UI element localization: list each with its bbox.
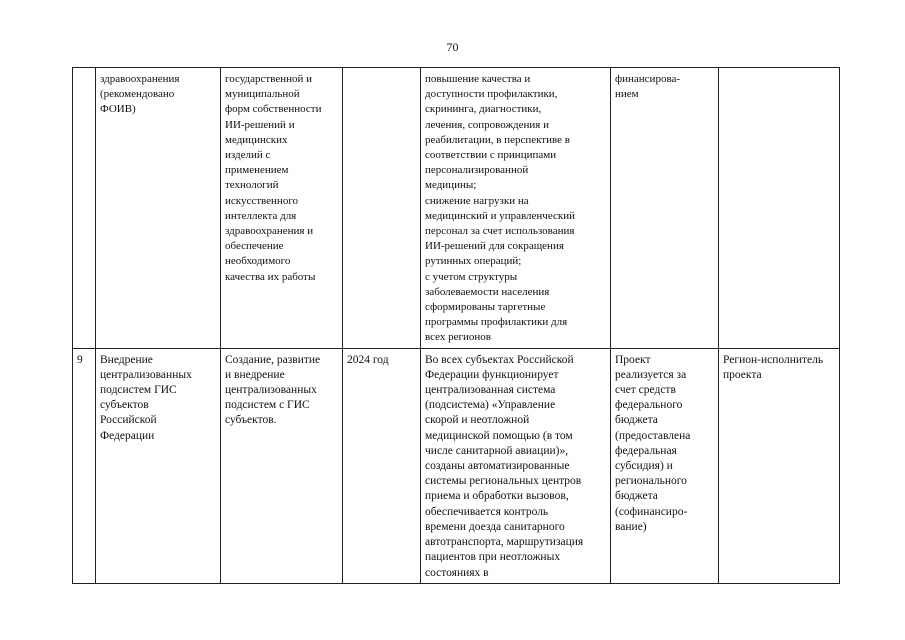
cell-text-line: вание) [615, 520, 647, 533]
cell-text-line: регионального [615, 475, 687, 488]
cell-text-line: Внедрение [100, 353, 153, 366]
cell-text-line: сформированы таргетные [425, 301, 546, 314]
cell-text-line: состояниях в [425, 566, 489, 579]
cell-text-line: централизованная система [425, 384, 556, 397]
cell-text-line: доступности профилактики, [425, 88, 558, 101]
cell-text-line: персонализированной [425, 164, 529, 177]
cell-text-line: рутинных операций; [425, 255, 522, 268]
cell-text-line: и внедрение [225, 368, 285, 381]
cell-text-line: всех регионов [425, 331, 491, 344]
cell-text-line: системы региональных центров [425, 475, 582, 488]
cell-text-line: централизованных [100, 368, 192, 381]
cell-text-line: нием [615, 88, 639, 101]
cell-text-line: субъектов [100, 399, 149, 412]
cell-text-line: ИИ-решений для сокращения [425, 240, 564, 253]
cell-text-line: федерального [615, 399, 683, 412]
cell-text-line: счет средств [615, 384, 676, 397]
measure-name-cell [96, 348, 221, 583]
cell-text-line: здравоохранения [100, 73, 180, 85]
cell-text-line: с учетом структуры [425, 270, 518, 283]
cell-text-line: программы профилактики для [425, 316, 568, 329]
cell-text-line: технологий [225, 179, 279, 192]
cell-text-line: необходимого [225, 255, 291, 268]
cell-text-line: подсистем ГИС [100, 384, 177, 397]
cell-text-line: созданы автоматизированные [425, 460, 570, 473]
cell-text-line: качества их работы [225, 270, 316, 283]
cell-text-line: скорой и неотложной [425, 414, 530, 427]
cell-text-line: изделий с [225, 149, 271, 162]
cell-text-line: реабилитации, в перспективе в [425, 133, 570, 146]
cell-text-line: числе санитарной авиации)», [425, 444, 569, 457]
page-number: 70 [446, 40, 459, 54]
cell-text-line: повышение качества и [425, 73, 531, 85]
deadline-cell: 2024 год [343, 348, 421, 583]
cell-text-line: времени доезда санитарного [425, 520, 565, 533]
cell-text-line: централизованных [225, 384, 317, 397]
cell-text-line: обеспечивается контроль [425, 505, 549, 518]
cell-text-line: применением [225, 164, 289, 177]
cell-text-line: Российской [100, 414, 157, 427]
cell-text-line: здравоохранения и [225, 225, 314, 238]
cell-text-line: Проект [615, 353, 651, 366]
cell-text-line: персонал за счет использования [425, 225, 575, 238]
funding-cell [611, 348, 719, 583]
task-cell [221, 348, 343, 583]
measures-table [72, 67, 840, 584]
measure-name-cell [96, 68, 221, 349]
cell-text-line: (рекомендовано [100, 88, 175, 101]
cell-text-line: финансирова- [615, 73, 681, 85]
cell-text-line: медицинских [225, 133, 288, 146]
cell-text-line: государственной и [225, 73, 313, 85]
cell-text-line: скрининга, диагностики, [425, 103, 542, 116]
cell-text-line: субъектов. [225, 414, 277, 427]
row-number: 9 [73, 348, 96, 583]
funding-cell [611, 68, 719, 349]
cell-text-line: (подсистема) «Управление [425, 399, 556, 412]
table-row [73, 348, 840, 583]
cell-text-line: Регион-исполнитель [723, 353, 824, 366]
cell-text-line: бюджета [615, 414, 658, 427]
cell-text-line: снижение нагрузки на [425, 194, 529, 207]
cell-text-line: медицинский и управленческий [425, 209, 575, 222]
cell-text-line: интеллекта для [225, 209, 297, 222]
executor-cell [719, 348, 840, 583]
task-cell [221, 68, 343, 349]
row-number [73, 68, 96, 349]
executor-cell [719, 68, 840, 349]
cell-text-line: форм собственности [225, 103, 322, 116]
result-cell [421, 68, 611, 349]
cell-text-line: (софинансиро- [615, 505, 688, 518]
cell-text-line: муниципальной [225, 88, 300, 101]
cell-text-line: ИИ-решений и [225, 118, 295, 131]
result-cell [421, 348, 611, 583]
cell-text-line: Во всех субъектах Российской [425, 353, 574, 366]
table-row [73, 68, 840, 349]
cell-text-line: бюджета [615, 490, 658, 503]
cell-text-line: ФОИВ) [100, 103, 136, 116]
cell-text-line: пациентов при неотложных [425, 551, 561, 564]
cell-text-line: подсистем с ГИС [225, 399, 310, 412]
cell-text-line: субсидия) и [615, 460, 673, 473]
cell-text-line: приема и обработки вызовов, [425, 490, 569, 503]
cell-text-line: проекта [723, 368, 762, 381]
cell-text-line: медицины; [425, 179, 477, 192]
cell-text-line: Создание, развитие [225, 353, 321, 366]
cell-text-line: лечения, сопровождения и [425, 118, 550, 131]
cell-text-line: федеральная [615, 444, 677, 457]
cell-text-line: медицинской помощью (в том [425, 429, 573, 442]
cell-text-line: заболеваемости населения [425, 285, 550, 298]
cell-text-line: соответствии с принципами [425, 149, 557, 162]
cell-text-line: обеспечение [225, 240, 284, 253]
cell-text-line: искусственного [225, 194, 299, 207]
cell-text-line: автотранспорта, маршрутизация [425, 536, 584, 549]
cell-text-line: реализуется за [615, 368, 687, 381]
cell-text-line: Федерации функционирует [425, 368, 559, 381]
cell-text-line: Федерации [100, 429, 155, 442]
deadline-cell [343, 68, 421, 349]
cell-text-line: (предоставлена [615, 429, 691, 442]
